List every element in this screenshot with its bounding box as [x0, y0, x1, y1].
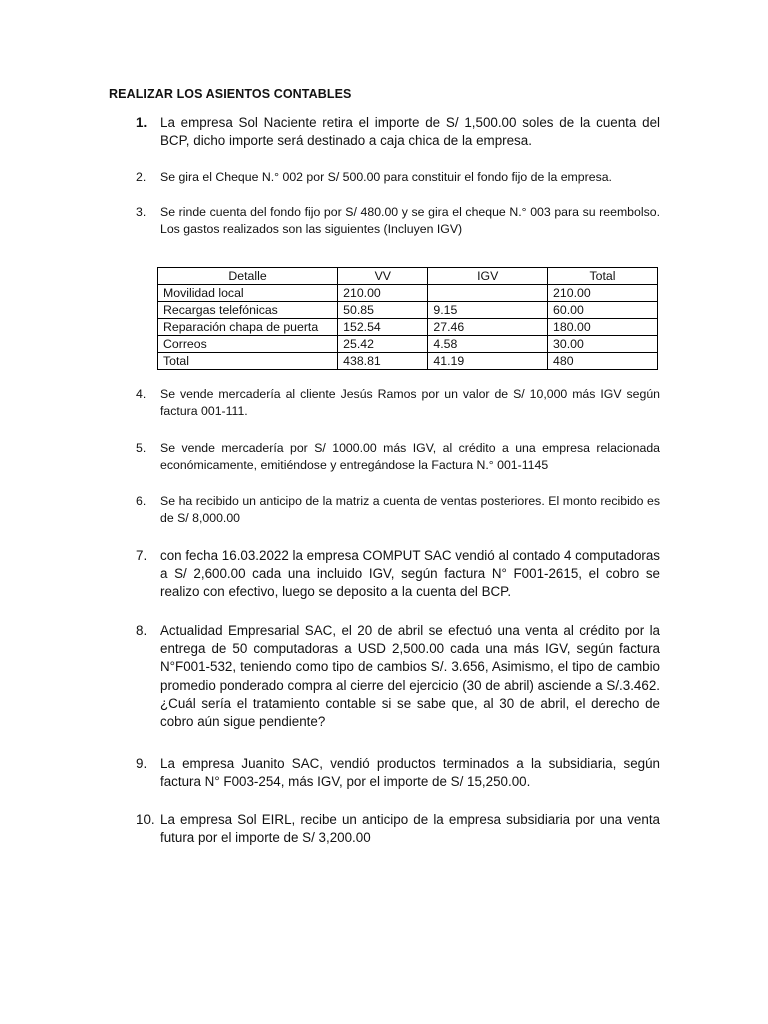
exercise-item-1 [136, 114, 660, 150]
exercise-item-8 [136, 622, 660, 731]
column-header-igv: IGV [428, 268, 548, 285]
item-text: Se rinde cuenta del fondo fijo por S/ 480.00 y se gira el cheque N.° 003 para su reembolso. Los gastos realizados son las siguientes (Incluyen IGV) [160, 205, 660, 236]
item-text: Se vende mercadería al cliente Jesús Ramos por un valor de S/ 10,000 más IGV según factura 001-111. [160, 387, 660, 418]
exercise-item-4 [136, 386, 660, 420]
item-number: 5. [136, 441, 147, 455]
exercise-item-7 [136, 547, 660, 602]
table-cell: Correos [158, 336, 338, 353]
item-text: Se ha recibido un anticipo de la matriz a cuenta de ventas posteriores. El monto recibido es de S/ 8,000.00 [160, 494, 660, 525]
expenses-table [157, 267, 658, 370]
page-title: REALIZAR LOS ASIENTOS CONTABLES [109, 87, 352, 101]
table-cell [428, 285, 548, 302]
table-cell: 210.00 [548, 285, 658, 302]
item-number: 4. [136, 387, 147, 401]
item-number: 7. [136, 548, 148, 563]
table-row [158, 285, 658, 302]
table-header-row [158, 268, 658, 285]
table-cell: 50.85 [338, 302, 428, 319]
table-cell: 210.00 [338, 285, 428, 302]
item-text: La empresa Sol Naciente retira el importe de S/ 1,500.00 soles de la cuenta del BCP, dicho importe será destinado a caja chica de la empresa. [160, 115, 660, 149]
table-cell: 152.54 [338, 319, 428, 336]
exercise-item-10 [136, 811, 660, 847]
item-number: 10. [136, 812, 155, 827]
table-row [158, 336, 658, 353]
table-row [158, 302, 658, 319]
table-cell: 438.81 [338, 353, 428, 370]
item-text: con fecha 16.03.2022 la empresa COMPUT SAC vendió al contado 4 computadoras a S/ 2,600.00 cada una incluido IGV, según factura N° F001-2615, el cobro se realizo con efectivo, luego se deposito a la cuenta del BCP. [160, 548, 660, 600]
column-header-total: Total [548, 268, 658, 285]
table-cell: 41.19 [428, 353, 548, 370]
item-number: 6. [136, 494, 147, 508]
table-cell: Recargas telefónicas [158, 302, 338, 319]
column-header-detalle: Detalle [158, 268, 338, 285]
table-cell: Total [158, 353, 338, 370]
exercise-item-6 [136, 493, 660, 527]
item-text: La empresa Sol EIRL, recibe un anticipo de la empresa subsidiaria por una venta futura por el importe de S/ 3,200.00 [160, 812, 660, 846]
table-total-row [158, 353, 658, 370]
table-row [158, 319, 658, 336]
item-text: Se vende mercadería por S/ 1000.00 más IGV, al crédito a una empresa relacionada económicamente, emitiéndose y entregándose la Factura N.° 001-1145 [160, 441, 660, 472]
table-cell: 180.00 [548, 319, 658, 336]
table-cell: Reparación chapa de puerta [158, 319, 338, 336]
table-cell: Movilidad local [158, 285, 338, 302]
table-cell: 27.46 [428, 319, 548, 336]
exercise-item-5 [136, 440, 660, 474]
item-number: 1. [136, 115, 148, 130]
item-text: Actualidad Empresarial SAC, el 20 de abril se efectuó una venta al crédito por la entrega de 50 computadoras a USD 2,500.00 cada una más IGV, según factura N°F001-532, teniendo como tipo de cambios S/. 3.656, Asimismo, el tipo de cambio promedio ponderado compra al cierre del ejercicio (30 de abril) asciende a S/.3.462. ¿Cuál sería el tratamiento contable si se sabe que, al 30 de abril, el derecho de cobro aún sigue pendiente? [160, 623, 660, 730]
exercise-item-2 [136, 169, 660, 186]
table-cell: 30.00 [548, 336, 658, 353]
item-number: 8. [136, 623, 148, 638]
item-number: 2. [136, 170, 147, 184]
item-text: La empresa Juanito SAC, vendió productos terminados a la subsidiaria, según factura N° F003-254, más IGV, por el importe de S/ 15,250.00. [160, 756, 660, 790]
item-text: Se gira el Cheque N.° 002 por S/ 500.00 para constituir el fondo fijo de la empresa. [160, 170, 612, 184]
table-cell: 480 [548, 353, 658, 370]
table-cell: 9.15 [428, 302, 548, 319]
table-cell: 4.58 [428, 336, 548, 353]
table-cell: 25.42 [338, 336, 428, 353]
table-cell: 60.00 [548, 302, 658, 319]
item-number: 9. [136, 756, 148, 771]
item-number: 3. [136, 205, 147, 219]
column-header-vv: VV [338, 268, 428, 285]
exercise-item-3 [136, 204, 660, 238]
exercise-item-9 [136, 755, 660, 791]
